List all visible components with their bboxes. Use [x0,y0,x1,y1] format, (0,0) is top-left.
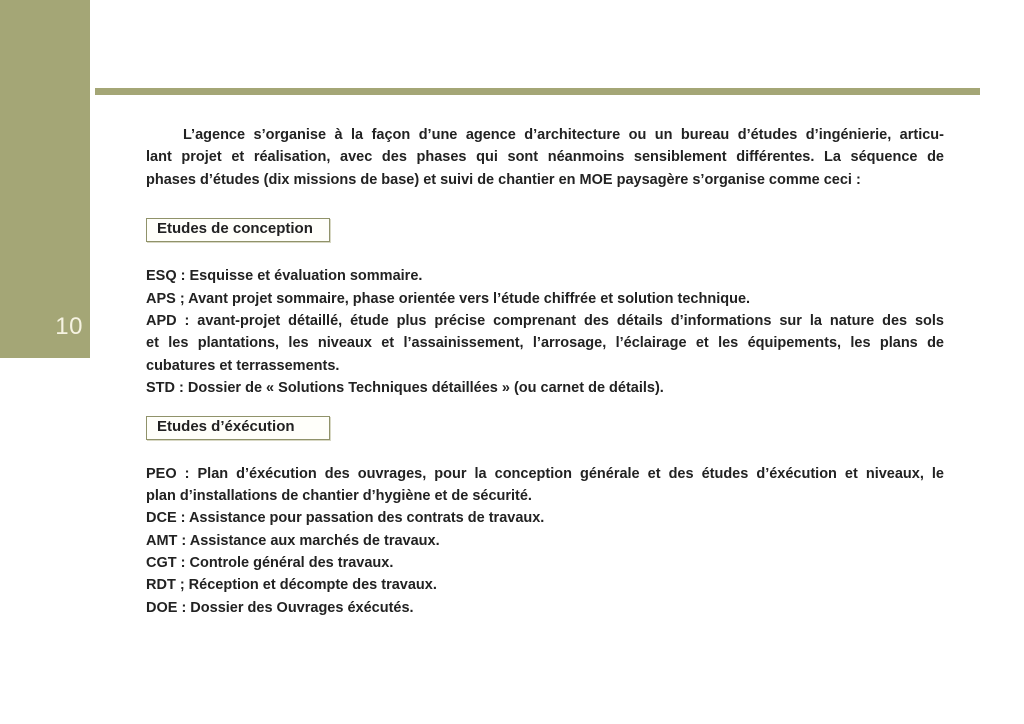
list-item: plan d’installations de chantier d’hygiène et de sécurité. [146,487,532,504]
list-item: AMT : Assistance aux marchés de travaux. [146,532,440,549]
intro-line: L’agence s’organise à la façon d’une agence d’architecture ou un bureau d’études d’ingénierie, articu- [183,127,944,143]
execution-phase-list [146,463,944,620]
intro-line: lant projet et réalisation, avec des phases qui sont néanmoins sensiblement différentes. La séquence de [146,149,944,166]
list-item: CGT : Controle général des travaux. [146,555,394,572]
section-heading-execution: Etudes d’éxécution [146,416,330,440]
section-heading-wrap [146,218,944,242]
section-heading-wrap [146,416,944,440]
list-item: PEO : Plan d’éxécution des ouvrages, pour la conception générale et des études d’éxécution et niveaux, le [146,465,944,482]
list-item: cubatures et terrassements. [146,357,340,374]
list-item: RDT ; Réception et décompte des travaux. [146,577,437,594]
conception-phase-list [146,265,944,399]
list-item: et les plantations, les niveaux et l’assainissement, l’arrosage, l’éclairage et les équipements, les plans de [146,335,944,352]
list-item: DCE : Assistance pour passation des contrats de travaux. [146,510,545,527]
list-item: STD : Dossier de « Solutions Techniques détaillées » (ou carnet de détails). [146,380,664,397]
section-heading-conception: Etudes de conception [146,218,330,242]
intro-paragraph [146,124,944,191]
list-item: DOE : Dossier des Ouvrages éxécutés. [146,599,414,616]
sidebar-accent-band [0,0,90,358]
list-item: APS ; Avant projet sommaire, phase orientée vers l’étude chiffrée et solution technique. [146,290,751,307]
page-number: 10 [55,313,83,340]
intro-line: phases d’études (dix missions de base) et suivi de chantier en MOE paysagère s’organise comme ceci : [146,171,861,188]
list-item: ESQ : Esquisse et évaluation sommaire. [146,268,423,285]
document-content [146,124,944,619]
top-divider-rule [95,88,980,95]
list-item: APD : avant-projet détaillé, étude plus précise comprenant des détails d’informations sur la nature des sols [146,312,944,329]
